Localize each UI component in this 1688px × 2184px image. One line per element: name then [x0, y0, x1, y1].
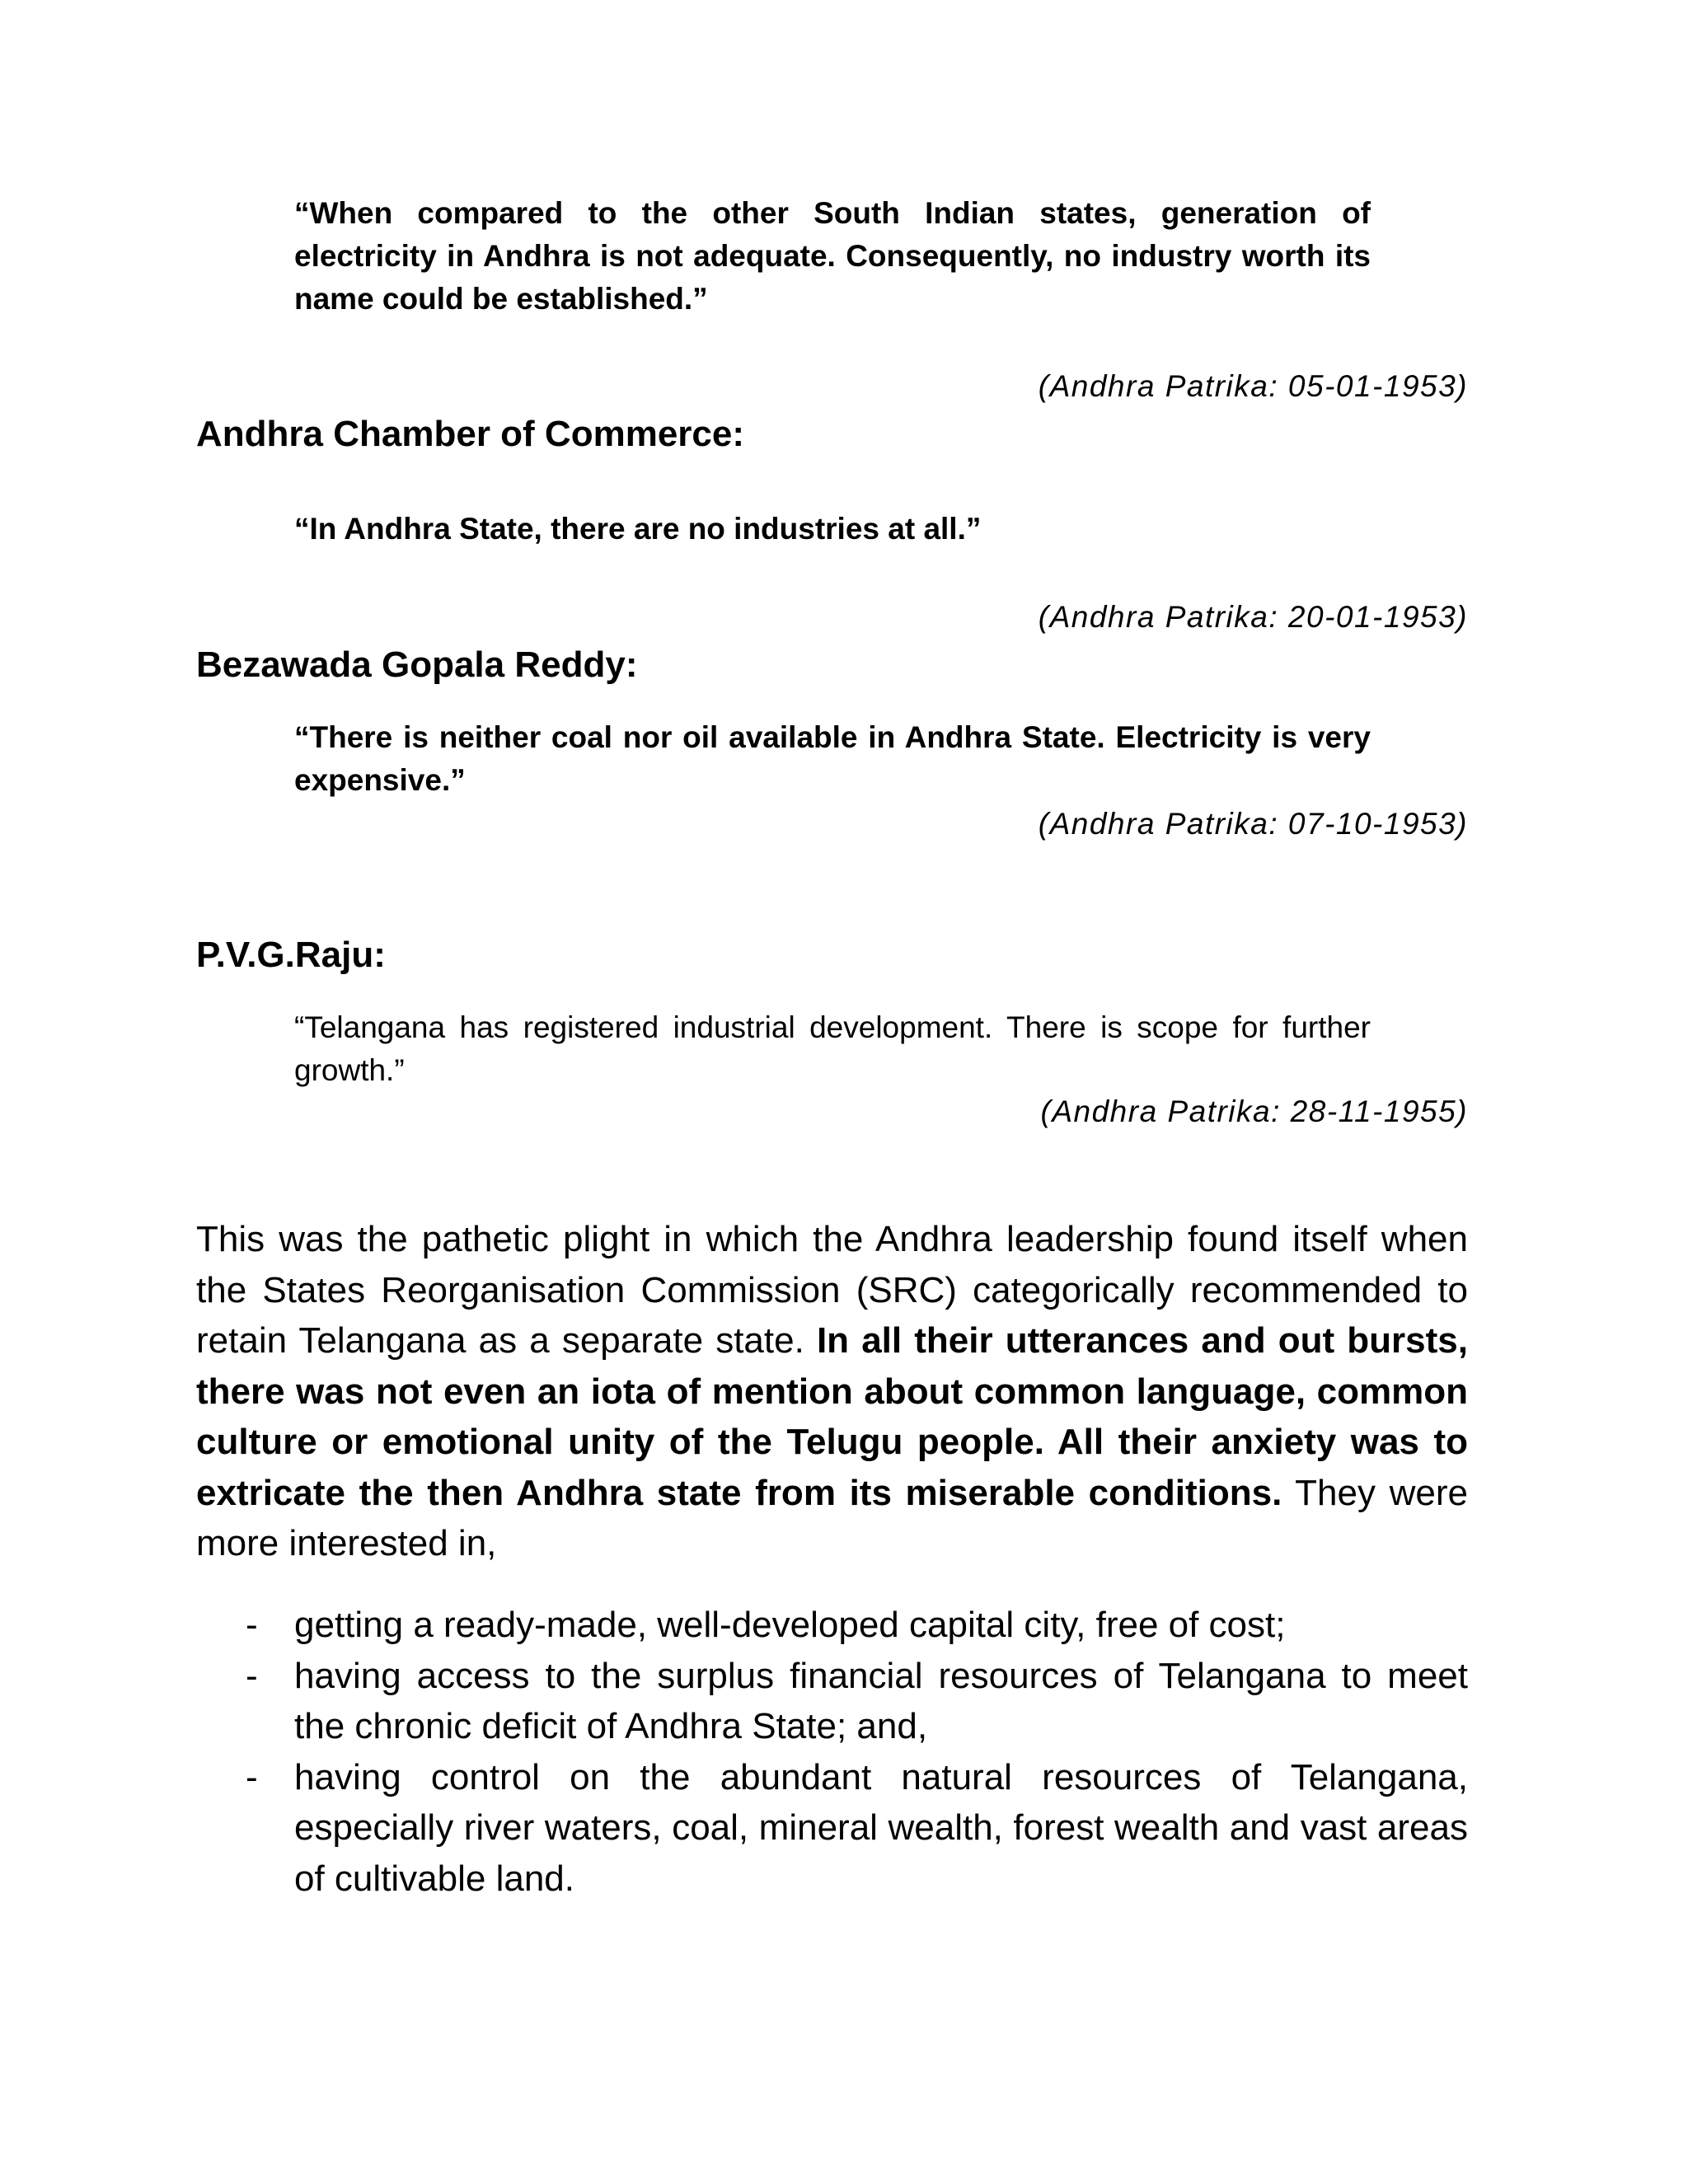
quote-telangana-development: “Telangana has registered industrial development. There is scope for further growth.” — [294, 1010, 1371, 1087]
paragraph-part-3: They were more interested in, — [196, 1472, 1468, 1563]
citation-4: (Andhra Patrika: 28-11-1955) — [1040, 1094, 1468, 1128]
citation-3: (Andhra Patrika: 07-10-1953) — [1038, 807, 1468, 841]
citation-1: (Andhra Patrika: 05-01-1953) — [1038, 369, 1468, 403]
paragraph-bold-emphasis: In all their utterances and out bursts, there was not even an iota of mention about common language, common culture or emotional unity of the Telugu people. All their anxiety was to extricate the then Andhra state from its miserable conditions. — [196, 1320, 1468, 1513]
quote-no-industries: “In Andhra State, there are no industries at all.” — [294, 512, 982, 546]
bullet-dash: - — [246, 1605, 258, 1645]
bullet-dash: - — [246, 1756, 258, 1797]
list-item-text: having access to the surplus financial resources of Telangana to meet the chronic deficit of Andhra State; and, — [294, 1655, 1468, 1746]
list-item — [239, 1600, 1468, 1651]
citation-2: (Andhra Patrika: 20-01-1953) — [1038, 600, 1468, 634]
list-item-text: getting a ready-made, well-developed capital city, free of cost; — [294, 1605, 1286, 1645]
heading-pvg-raju: P.V.G.Raju: — [196, 935, 386, 975]
bullet-list — [239, 1600, 1468, 1904]
paragraph-part-1: This was the pathetic plight in which the Andhra leadership found itself when the States Reorganisation Commission (SRC) categorically recommended to retain Telangana as a separate state. — [196, 1219, 1468, 1361]
quote-coal-oil: “There is neither coal nor oil available in Andhra State. Electricity is very expensive.” — [294, 720, 1371, 797]
heading-bezawada-gopala-reddy: Bezawada Gopala Reddy: — [196, 644, 638, 685]
list-item — [239, 1752, 1468, 1905]
quote-electricity: “When compared to the other South Indian states, generation of electricity in Andhra is not adequate. Consequently, no industry worth its name could be established.” — [294, 196, 1371, 316]
body-paragraph — [196, 1214, 1468, 1569]
heading-andhra-chamber-of-commerce: Andhra Chamber of Commerce: — [196, 414, 745, 454]
list-item-text: having control on the abundant natural resources of Telangana, especially river waters, coal, mineral wealth, forest wealth and vast areas of cultivable land. — [294, 1756, 1468, 1899]
list-item — [239, 1651, 1468, 1752]
bullet-dash: - — [246, 1655, 258, 1696]
